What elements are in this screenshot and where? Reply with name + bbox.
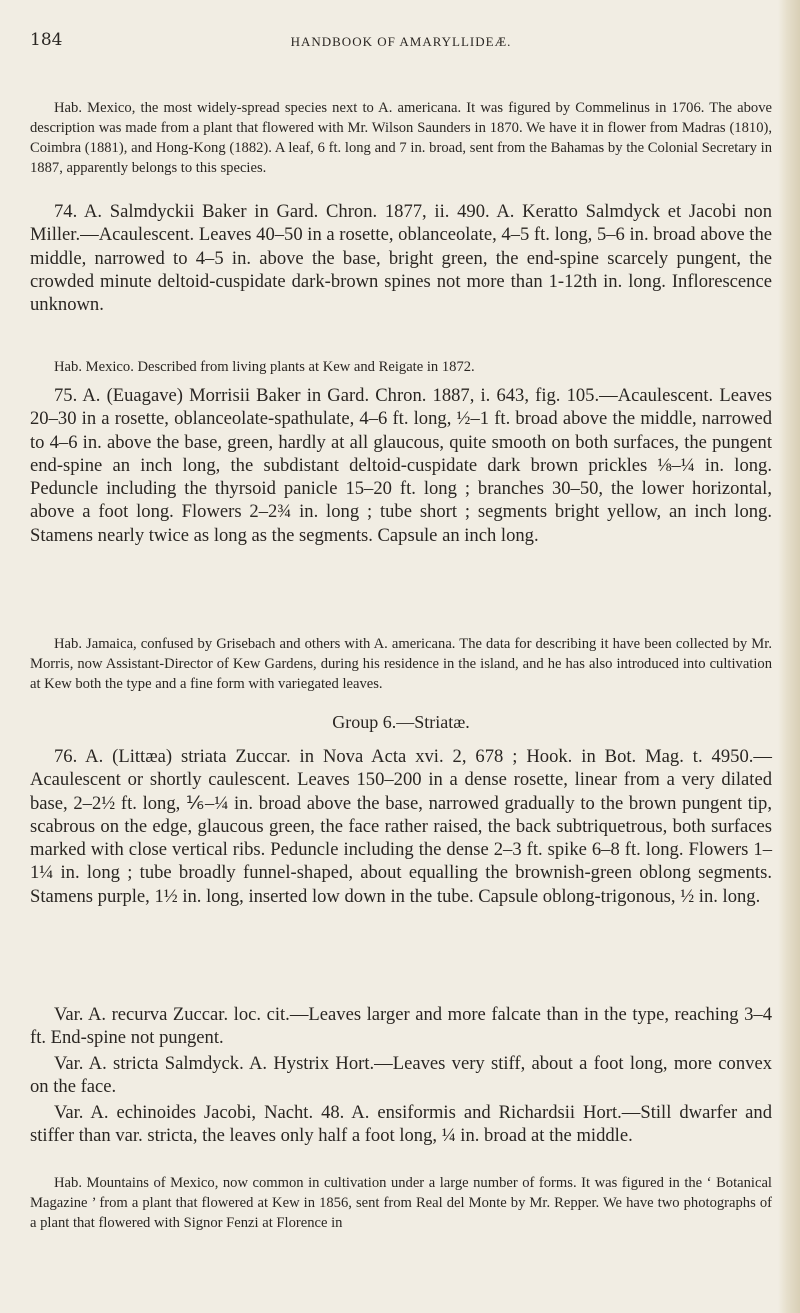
page-edge-shadow	[778, 0, 800, 1313]
variety-recurva: Var. A. recurva Zuccar. loc. cit.—Leaves larger and more falcate than in the type, reaching 3–4 ft. End-spine not pungent.	[30, 1004, 772, 1049]
species-75-habitat: Hab. Jamaica, confused by Grisebach and others with A. americana. The data for describing it have been collected by Mr. Morris, now Assistant-Director of Kew Gardens, during his residence in the island, and he has also introduced into cultivation at Kew both the type and a fine form with variegated leaves.	[30, 636, 772, 692]
book-page	[30, 0, 772, 1313]
species-74-habitat: Hab. Mexico. Described from living plants at Kew and Reigate in 1872.	[54, 359, 475, 375]
page-header	[30, 30, 772, 60]
species-76-habitat: Hab. Mountains of Mexico, now common in cultivation under a large number of forms. It was figured in the ‘ Botanical Magazine ’ from a plant that flowered at Kew in 1856, sent from Real del Monte by Mr. Repper. We have two photographs of a plant that flowered with Signor Fenzi at Florence in	[30, 1175, 772, 1231]
species-74-description: 74. A. Salmdyckii Baker in Gard. Chron. 1877, ii. 490. A. Keratto Salmdyck et Jacobi non Miller.—Acaulescent. Leaves 40–50 in a rosette, oblanceolate, 4–5 ft. long, 5–6 in. broad above the middle, narrowed to 4–5 in. above the base, bright green, the end-spine scarcely pungent, the crowded minute deltoid-cuspidate dark-brown spines not more than 1-12th in. long. Inflorescence unknown.	[30, 201, 772, 316]
habitat-note-americana: Hab. Mexico, the most widely-spread species next to A. americana. It was figured by Commelinus in 1706. The above description was made from a plant that flowered with Mr. Wilson Saunders in 1870. We have it in flower from Madras (1810), Coimbra (1881), and Hong-Kong (1882). A leaf, 6 ft. long and 7 in. broad, sent from the Bahamas by the Colonial Secretary in 1887, apparently belongs to this species.	[30, 100, 772, 176]
variety-stricta: Var. A. stricta Salmdyck. A. Hystrix Hort.—Leaves very stiff, about a foot long, more convex on the face.	[30, 1053, 772, 1098]
running-head: HANDBOOK OF AMARYLLIDEÆ.	[290, 34, 512, 49]
species-76-description: 76. A. (Littæa) striata Zuccar. in Nova Acta xvi. 2, 678 ; Hook. in Bot. Mag. t. 4950.—Acaulescent or shortly caulescent. Leaves 150–200 in a dense rosette, linear from a very dilated base, 2–2½ ft. long, ⅙–¼ in. broad above the base, narrowed gradually to the brown pungent tip, scabrous on the edge, glaucous green, the face rather raised, the back subtriquetrous, both surfaces marked with close vertical ribs. Peduncle including the dense 2–3 ft. spike 6–8 ft. long. Flowers 1–1¼ in. long ; tube broadly funnel-shaped, about equalling the brownish-green oblong segments. Stamens purple, 1½ in. long, inserted low down in the tube. Capsule oblong-trigonous, ½ in. long.	[30, 746, 772, 907]
variety-echinoides: Var. A. echinoides Jacobi, Nacht. 48. A. ensiformis and Richardsii Hort.—Still dwarfer and stiffer than var. stricta, the leaves only half a foot long, ¼ in. broad at the middle.	[30, 1102, 772, 1147]
species-75-description: 75. A. (Euagave) Morrisii Baker in Gard. Chron. 1887, i. 643, fig. 105.—Acaulescent. Leaves 20–30 in a rosette, oblanceolate-spathulate, 4–6 ft. long, ½–1 ft. broad above the middle, narrowed to 4–6 in. above the base, green, hardly at all glaucous, quite smooth on both surfaces, the pungent end-spine an inch long, the subdistant deltoid-cuspidate dark brown prickles ⅛–¼ in. long. Peduncle including the thyrsoid panicle 15–20 ft. long ; branches 30–50, the lower horizontal, above a foot long. Flowers 2–2¾ in. long ; tube short ; segments bright yellow, an inch long. Stamens nearly twice as long as the segments. Capsule an inch long.	[30, 385, 772, 546]
page-number: 184	[30, 30, 63, 50]
group-heading: Group 6.—Striatæ.	[332, 712, 470, 732]
